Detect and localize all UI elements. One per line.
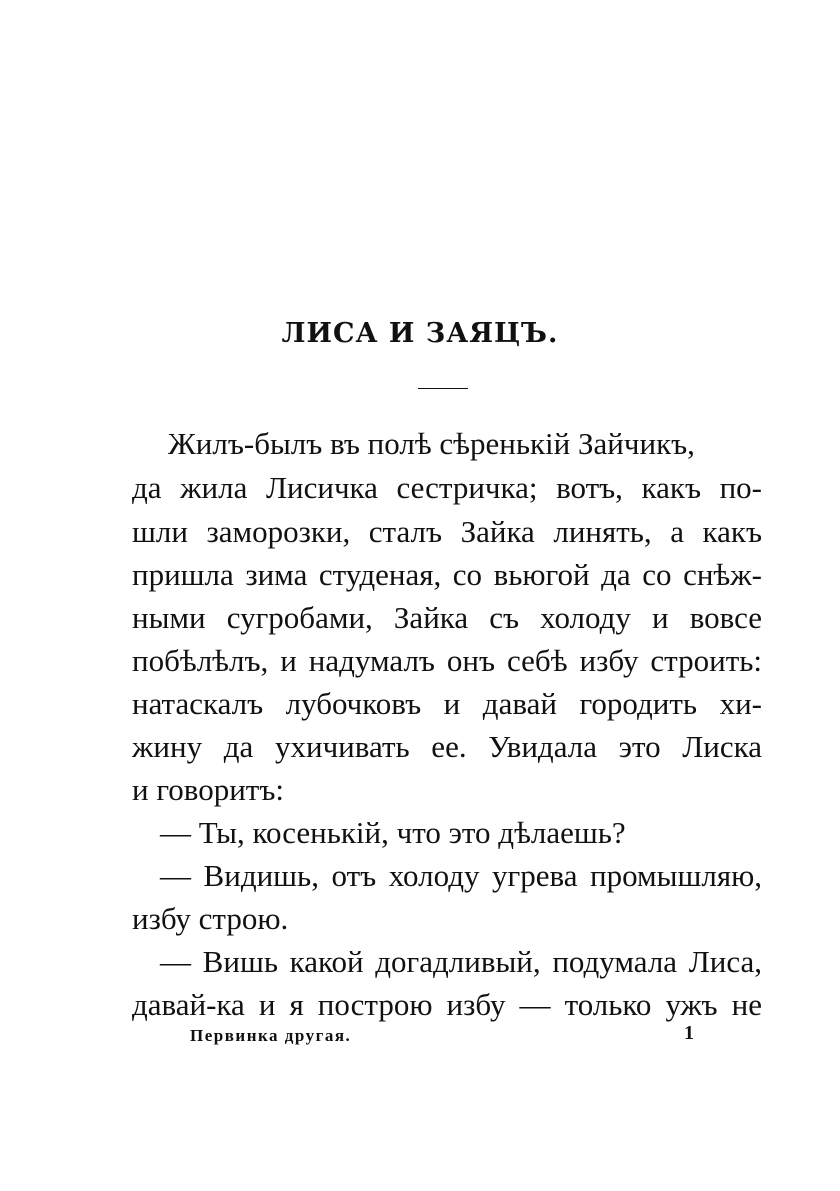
text-line-3: шли заморозки, сталъ Зайка линять, а какъ xyxy=(132,514,762,549)
text-line-12: избу строю. xyxy=(132,901,289,936)
text-line-4: пришла зима студеная, со вьюгой да со снѣж- xyxy=(132,557,762,592)
text-line-1: Жилъ-былъ въ полѣ сѣренькій Зайчикъ, xyxy=(168,426,695,461)
story-title: ЛИСА И ЗАЯЦЪ. xyxy=(281,318,559,349)
text-line-5: ными сугробами, Зайка съ холоду и вовсе xyxy=(132,600,762,635)
text-line-13: — Вишь какой догадливый, подумала Лиса, xyxy=(160,944,762,979)
printer-signature: Первинка другая. xyxy=(190,1026,352,1045)
text-line-14: давай-ка и я построю избу — только ужъ не xyxy=(132,987,762,1022)
text-line-10: — Ты, косенькій, что это дѣлаешь? xyxy=(160,815,626,850)
title-rule xyxy=(418,388,468,389)
text-line-8: жину да ухичивать ее. Увидала это Лиска xyxy=(132,729,762,764)
text-line-2: да жила Лисичка сестричка; вотъ, какъ по- xyxy=(132,470,762,505)
text-line-9: и говоритъ: xyxy=(132,772,284,807)
text-line-7: натаскалъ лубочковъ и давай городить хи- xyxy=(132,686,762,721)
page-number: 1 xyxy=(684,1022,694,1044)
text-line-6: побѣлѣлъ, и надумалъ онъ себѣ избу строить: xyxy=(132,643,762,678)
text-line-11: — Видишь, отъ холоду угрева промышляю, xyxy=(160,858,762,893)
